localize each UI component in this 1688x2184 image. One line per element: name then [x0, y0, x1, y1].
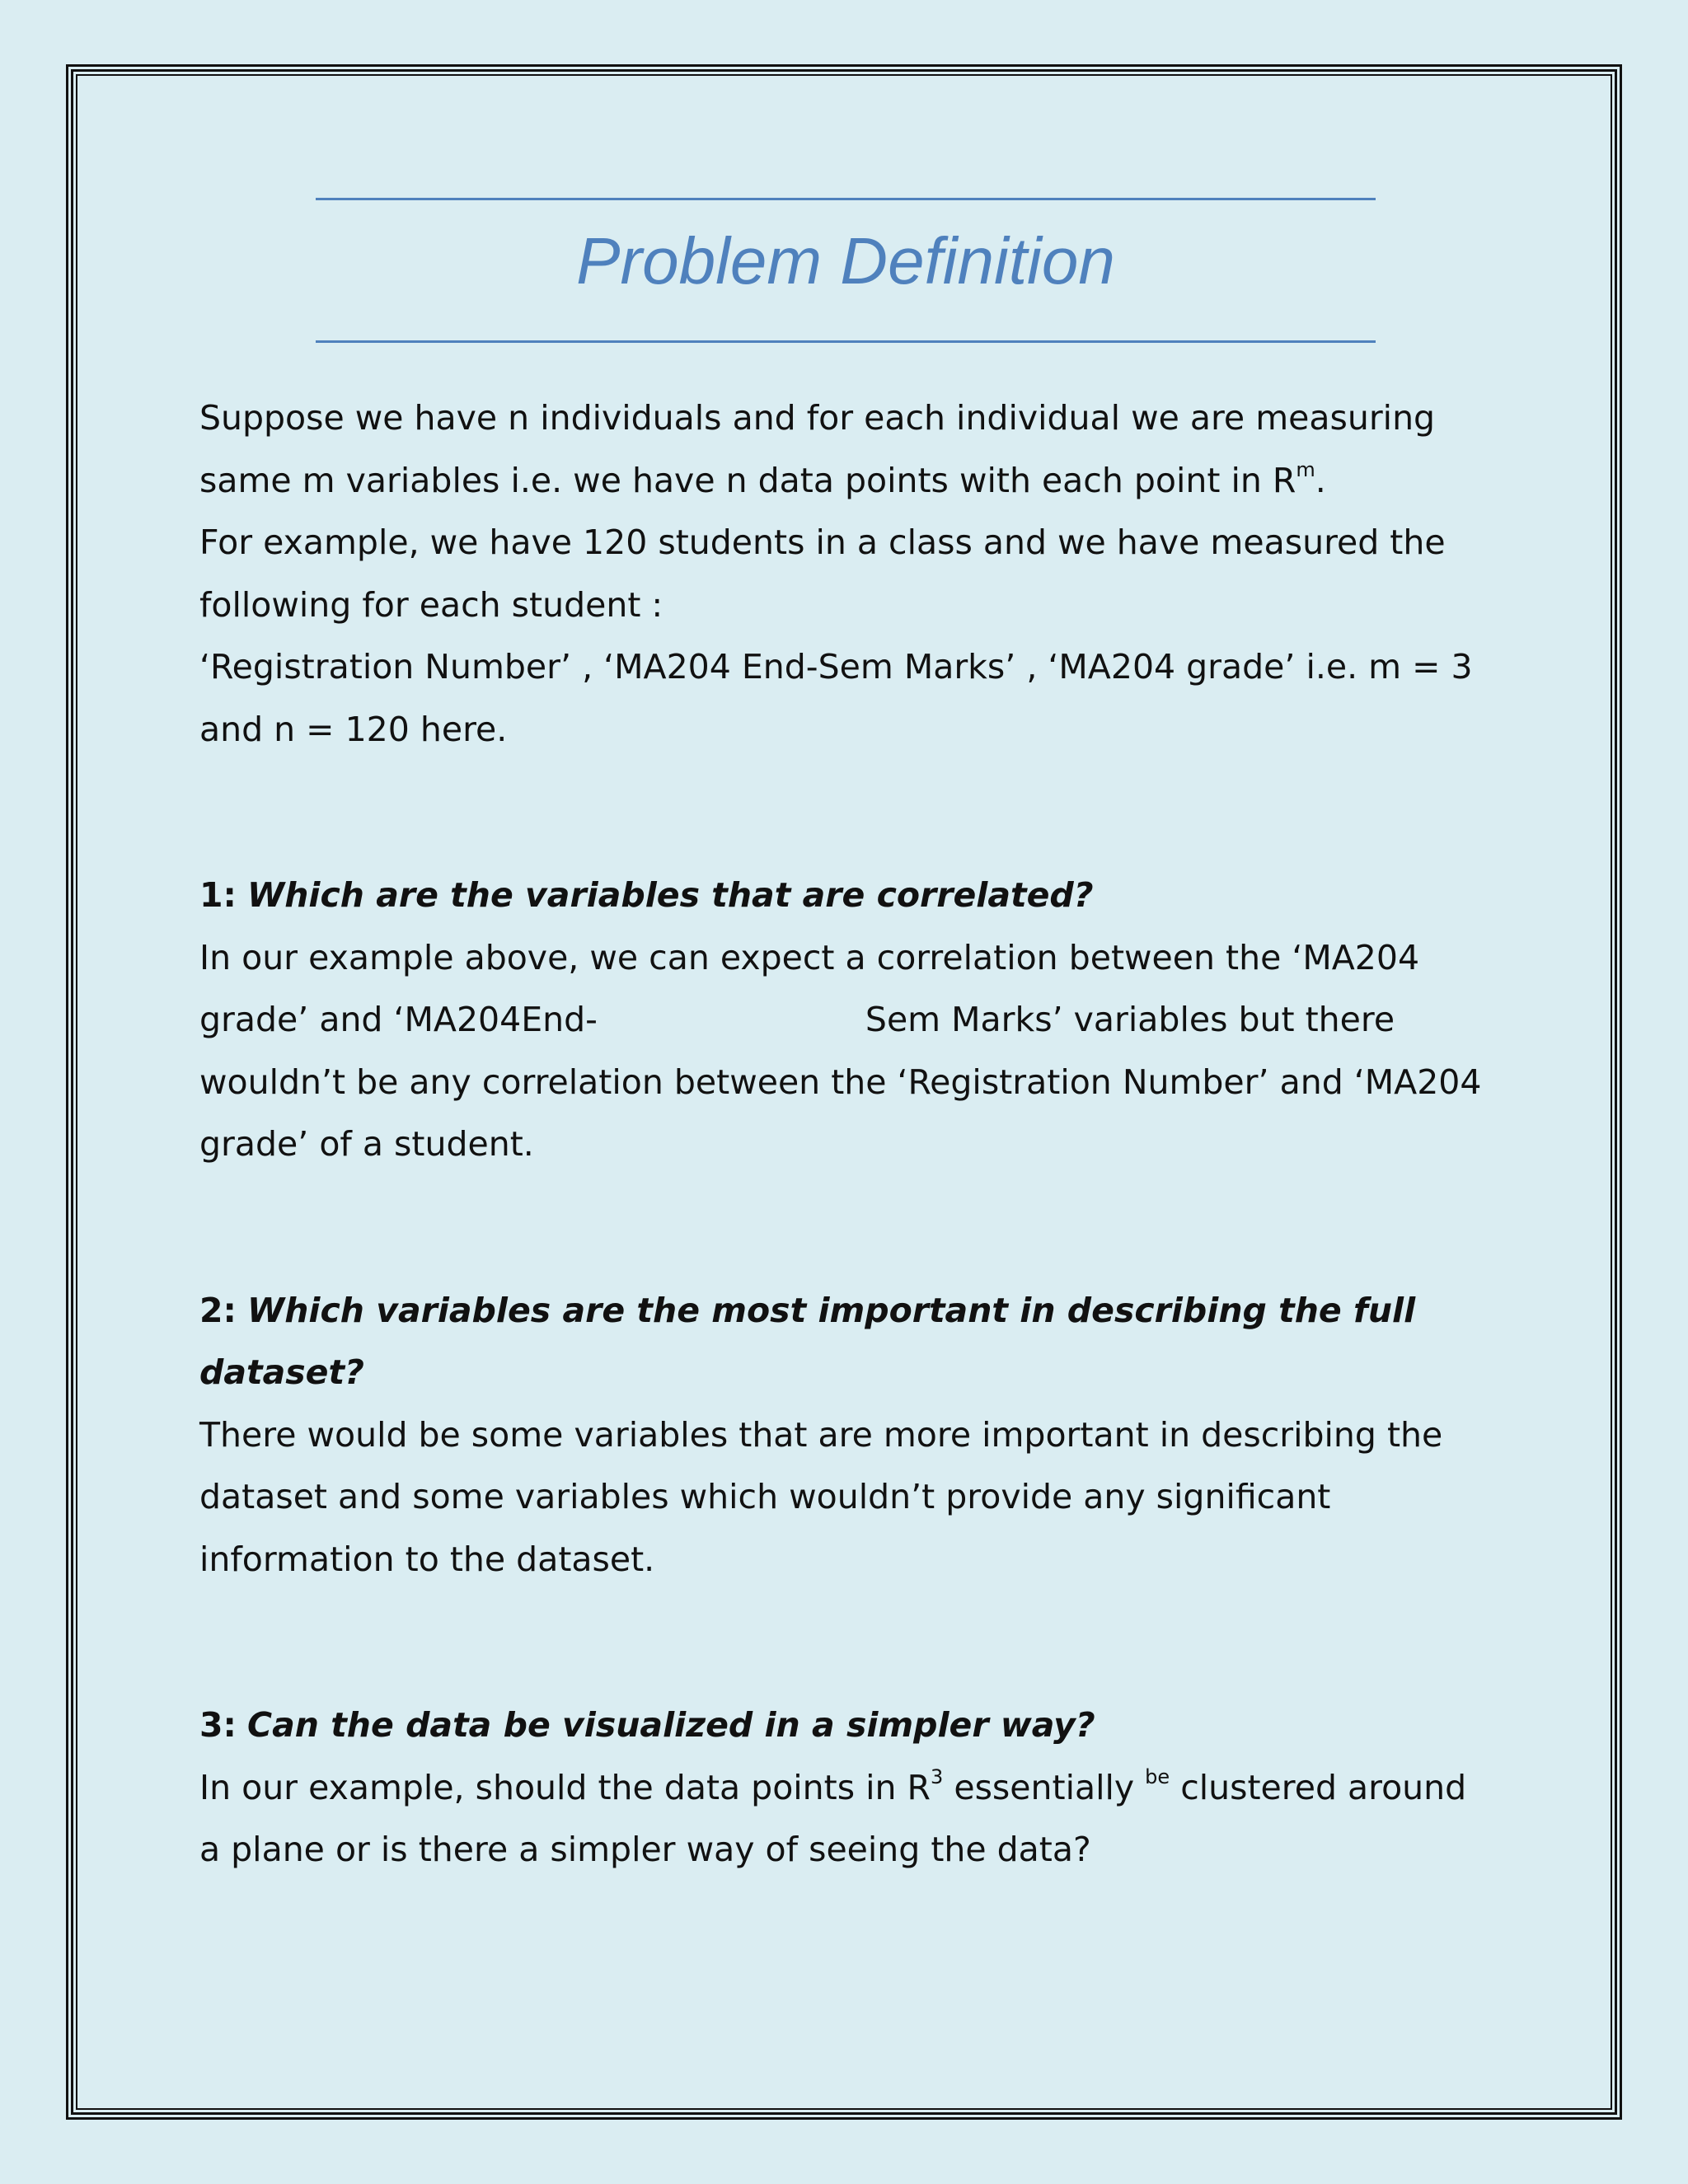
superscript: m	[1296, 457, 1315, 481]
question-text: Which are the variables that are correlated?	[246, 875, 1094, 915]
question-1-heading	[199, 865, 1485, 927]
question-3-answer: In our example, should the data points in $R^3$ essentially $^{be}$ clustered around a plane or is there a simpler way of seeing the data?	[199, 1765, 1467, 1869]
question-number: 1:	[199, 875, 237, 915]
question-text: Can the data be visualized in a simpler way?	[246, 1705, 1095, 1745]
question-number: 2:	[199, 1290, 237, 1330]
question-number: 3:	[199, 1705, 237, 1745]
question-3-heading	[199, 1694, 1485, 1757]
question-text: Which variables are the most important in describing the full dataset?	[199, 1290, 1416, 1392]
question-2-heading	[199, 1280, 1485, 1404]
question-1-answer: In our example above, we can expect a correlation between the ‘MA204 grade’ and ‘MA204End- Sem Marks’ variables but there wouldn’t be any correlation between the ‘Registration Number’ and ‘MA204 grade’ of a student.	[199, 937, 1482, 1164]
question-2-answer: There would be some variables that are more important in describing the dataset and some variables which wouldn’t provide any significant information to the dataset.	[199, 1414, 1443, 1579]
page-title: Problem Definition	[576, 224, 1115, 298]
title-rule-bottom	[316, 340, 1376, 343]
title-rule-top	[316, 198, 1376, 200]
document-body	[199, 387, 1485, 1882]
intro-paragraph-1: Suppose we have n individuals and for each individual we are measuring same m variables i.e. we have n data points with each point in $R^m$.	[199, 398, 1436, 500]
superscript: 3	[931, 1765, 944, 1788]
intro-paragraph-3: ‘Registration Number’ , ‘MA204 End-Sem Marks’ , ‘MA204 grade’ i.e. m = 3 and n = 120 here.	[199, 647, 1473, 749]
intro-paragraph-2: For example, we have 120 students in a class and we have measured the following for each student :	[199, 523, 1446, 625]
superscript: be	[1145, 1765, 1170, 1788]
